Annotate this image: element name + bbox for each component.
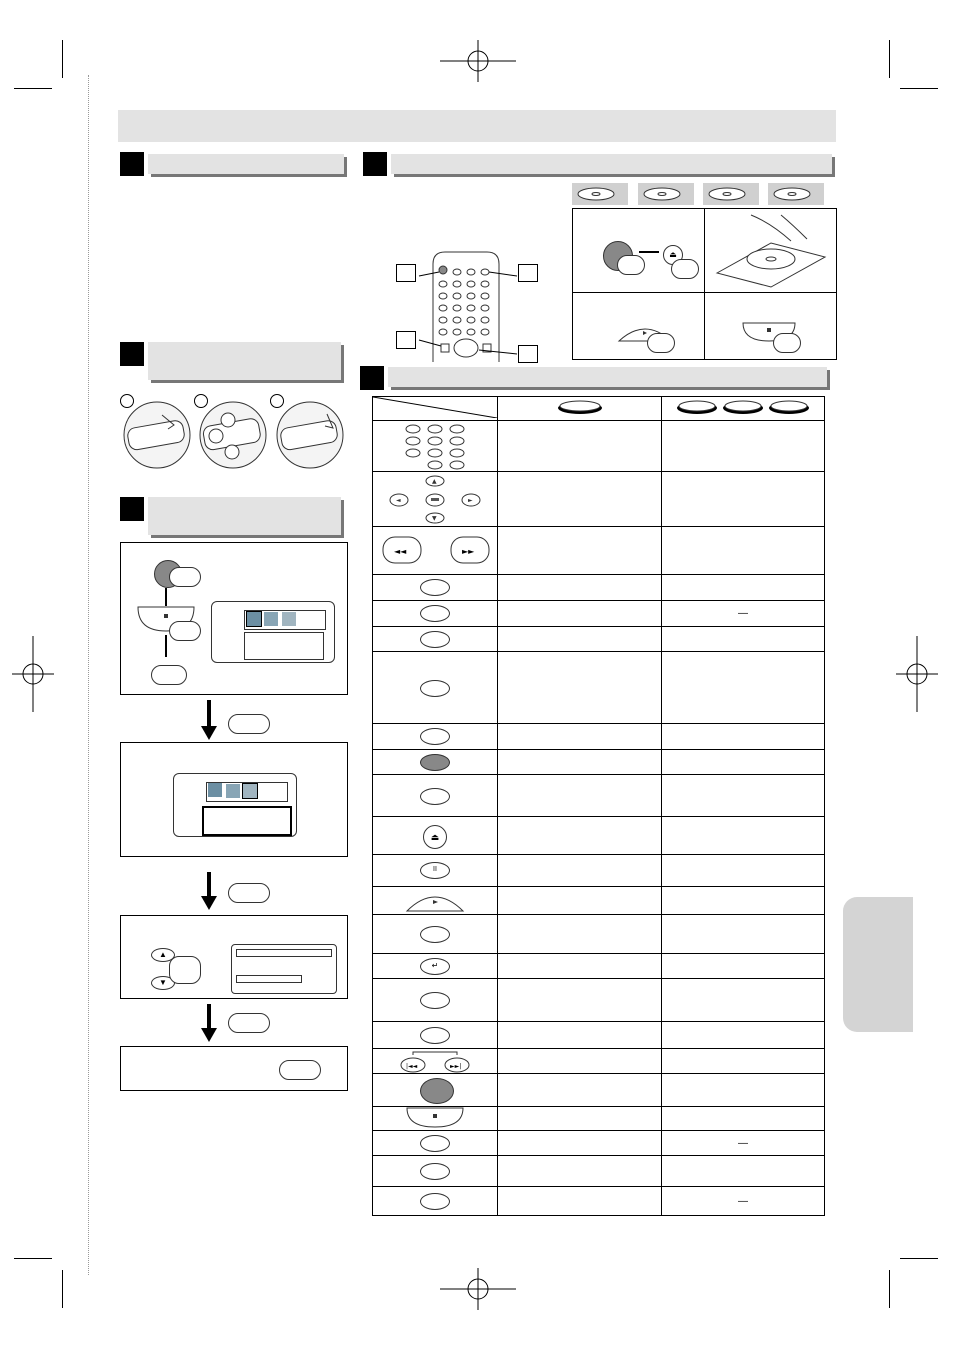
table-row (373, 724, 825, 750)
table-row (373, 472, 825, 527)
registration-mark-icon (12, 636, 54, 712)
other-function-cell (662, 887, 825, 915)
table-row (373, 775, 825, 817)
dvd-function-cell (498, 750, 662, 775)
setup-button-finger-icon (228, 714, 270, 734)
table-row (373, 915, 825, 954)
oval-button-icon (373, 915, 498, 954)
skip-buttons-icon (373, 1049, 498, 1074)
disc-tray-icon (711, 213, 831, 289)
table-row (373, 817, 825, 855)
cd-disc-icon (720, 397, 766, 415)
table-row (373, 527, 825, 575)
flow-arrowhead (201, 896, 217, 910)
dvd-function-cell (498, 1131, 662, 1156)
menu-list-header (236, 949, 332, 957)
section-header (148, 342, 341, 380)
play-button-icon (373, 887, 498, 915)
dvd-function-cell (498, 472, 662, 527)
oval-button-icon (373, 627, 498, 652)
section-number (120, 152, 144, 176)
dvd-function-cell (498, 855, 662, 887)
other-function-cell (662, 954, 825, 979)
other-function-cell (662, 421, 825, 472)
setup-button-finger-icon (279, 1060, 321, 1080)
section-header (148, 497, 341, 535)
header-dvd-cell (498, 397, 662, 421)
enter-button-icon: ↵ (373, 954, 498, 979)
eject-button-icon: ⏏ (373, 817, 498, 855)
divider (704, 209, 705, 359)
svg-text:►►|: ►►| (450, 1063, 462, 1070)
number-keys-icon (373, 421, 498, 472)
svg-text:|◄◄: |◄◄ (406, 1063, 418, 1070)
section-number (363, 152, 387, 176)
crop-mark (14, 1258, 52, 1259)
table-header-row (373, 397, 825, 421)
fold-line (88, 75, 89, 1275)
power-button-icon (373, 1074, 498, 1107)
svg-text:▼: ▼ (432, 515, 437, 522)
menu-list (231, 944, 337, 994)
other-function-cell: — (662, 601, 825, 627)
search-keys-icon (373, 527, 498, 575)
table-row (373, 1074, 825, 1107)
table-row (373, 652, 825, 724)
dvd-function-cell (498, 1074, 662, 1107)
other-function-cell (662, 750, 825, 775)
flow-arrowhead (201, 1028, 217, 1042)
other-function-cell (662, 1049, 825, 1074)
menu-panel (244, 632, 324, 660)
flow-arrow (639, 251, 659, 253)
divider (573, 292, 836, 293)
other-function-cell: — (662, 1131, 825, 1156)
finger-icon (773, 333, 801, 353)
dvd-function-cell (498, 954, 662, 979)
mp3-disc-icon (766, 397, 812, 415)
dvd-function-cell (498, 1022, 662, 1049)
other-function-cell (662, 1156, 825, 1187)
other-function-cell (662, 817, 825, 855)
dvd-function-cell (498, 1107, 662, 1131)
other-function-cell (662, 1107, 825, 1131)
oval-button-icon (373, 1187, 498, 1216)
oval-button-icon (373, 1022, 498, 1049)
oval-button-icon (373, 1156, 498, 1187)
flow-arrowhead (201, 726, 217, 740)
disc-dvd-icon (572, 183, 628, 205)
oval-button-icon (373, 575, 498, 601)
dvd-function-cell (498, 627, 662, 652)
battery-insert-icon (198, 400, 268, 470)
oval-button-icon (373, 652, 498, 724)
crop-mark (889, 1270, 890, 1308)
setup-step-box (120, 742, 348, 857)
tv-screen-menu (173, 773, 297, 837)
callout-label (518, 264, 538, 282)
dvd-function-cell (498, 421, 662, 472)
dvd-function-cell (498, 527, 662, 575)
dvd-function-cell (498, 575, 662, 601)
dvd-function-cell (498, 601, 662, 627)
table-row (373, 1049, 825, 1074)
crop-mark (889, 40, 890, 78)
battery-close-cover-icon (275, 400, 345, 470)
dvd-function-cell (498, 979, 662, 1022)
oval-button-icon (373, 601, 498, 627)
setup-button-finger-icon (151, 665, 187, 685)
finger-icon (169, 956, 201, 984)
dvd-function-cell (498, 1049, 662, 1074)
table-row (373, 1131, 825, 1156)
other-function-cell (662, 855, 825, 887)
crop-mark (62, 1270, 63, 1308)
table-row (373, 954, 825, 979)
eject-button-icon: ⏏ (663, 245, 683, 265)
other-function-cell (662, 527, 825, 575)
dvd-function-cell (498, 817, 662, 855)
tv-screen-menu (211, 601, 335, 663)
battery-remove-cover-icon (122, 400, 192, 470)
callout-label (396, 331, 416, 349)
down-button-icon: ▼ (151, 976, 175, 990)
oval-button-icon (373, 1131, 498, 1156)
finger-icon (617, 255, 645, 275)
svg-text:►►: ►► (462, 547, 475, 556)
section-header (391, 154, 832, 174)
registration-mark-icon (440, 40, 516, 82)
oval-button-icon (373, 775, 498, 817)
flow-arrow (207, 700, 211, 728)
finger-icon (169, 621, 201, 641)
registration-mark-icon (896, 636, 938, 712)
crop-mark (900, 88, 938, 89)
menu-icon (226, 784, 240, 798)
setup-step-box (120, 915, 348, 999)
table-row (373, 601, 825, 627)
finger-icon (169, 567, 201, 587)
vcd-disc-icon (674, 397, 720, 415)
menu-icon (282, 612, 296, 626)
crop-mark (62, 40, 63, 78)
grey-oval-button-icon (373, 750, 498, 775)
table-row (373, 1156, 825, 1187)
setup-step-box (120, 542, 348, 695)
other-function-cell (662, 472, 825, 527)
cursor-keys-icon (373, 472, 498, 527)
dvd-function-cell (498, 1187, 662, 1216)
disc-vcd-icon (638, 183, 694, 205)
menu-icon (264, 612, 278, 626)
other-function-cell (662, 627, 825, 652)
callout-label (518, 345, 538, 363)
other-function-cell (662, 979, 825, 1022)
other-function-cell (662, 915, 825, 954)
table-row (373, 421, 825, 472)
other-function-cell (662, 1022, 825, 1049)
menu-panel-highlighted (202, 806, 292, 836)
side-index-tab (843, 897, 913, 1032)
page-banner (118, 110, 836, 142)
finger-icon (647, 333, 675, 353)
section-number (360, 366, 384, 390)
up-button-icon: ▲ (151, 948, 175, 962)
finger-icon (671, 259, 699, 279)
setup-step-box (120, 1046, 348, 1091)
other-function-cell (662, 575, 825, 601)
dvd-function-cell (498, 887, 662, 915)
menu-icon-selected (242, 783, 258, 799)
dvd-disc-icon (552, 397, 608, 415)
svg-text:◄: ◄ (396, 497, 401, 504)
registration-mark-icon (440, 1268, 516, 1310)
section-number (120, 342, 144, 366)
callout-label (396, 264, 416, 282)
other-function-cell (662, 652, 825, 724)
dvd-function-cell (498, 915, 662, 954)
flow-arrow (207, 1004, 211, 1030)
table-row (373, 887, 825, 915)
disc-loading-steps (572, 208, 837, 360)
menu-icon (208, 783, 222, 797)
section-number (120, 497, 144, 521)
oval-button-icon (373, 979, 498, 1022)
flow-arrow (165, 588, 167, 606)
header-diagonal-cell (373, 397, 498, 421)
setup-button-finger-icon (228, 883, 270, 903)
svg-text:▲: ▲ (432, 478, 437, 485)
header-other-discs-cell (662, 397, 825, 421)
dvd-function-cell (498, 724, 662, 750)
pause-button-icon: II (373, 855, 498, 887)
svg-text:◄◄: ◄◄ (394, 547, 407, 556)
svg-text:►: ► (468, 497, 473, 504)
table-row (373, 750, 825, 775)
stop-button-icon (373, 1107, 498, 1131)
disc-mp3-icon (768, 183, 824, 205)
disc-cd-icon (703, 183, 759, 205)
dvd-function-cell (498, 1156, 662, 1187)
dvd-function-cell (498, 652, 662, 724)
section-header (148, 154, 344, 174)
section-header (388, 367, 827, 387)
setup-button-finger-icon (228, 1013, 270, 1033)
table-row (373, 575, 825, 601)
table-row (373, 1022, 825, 1049)
other-function-cell (662, 1074, 825, 1107)
dvd-function-cell (498, 775, 662, 817)
table-row (373, 1187, 825, 1216)
crop-mark (14, 88, 52, 89)
table-row (373, 627, 825, 652)
table-row (373, 1107, 825, 1131)
crop-mark (900, 1258, 938, 1259)
table-row (373, 855, 825, 887)
flow-arrow (165, 635, 167, 657)
other-function-cell: — (662, 1187, 825, 1216)
menu-list-item (236, 975, 302, 983)
menu-icon-selected (246, 611, 262, 627)
flow-arrow (207, 872, 211, 898)
button-function-table (372, 396, 825, 1216)
other-function-cell (662, 775, 825, 817)
table-row (373, 979, 825, 1022)
other-function-cell (662, 724, 825, 750)
oval-button-icon (373, 724, 498, 750)
